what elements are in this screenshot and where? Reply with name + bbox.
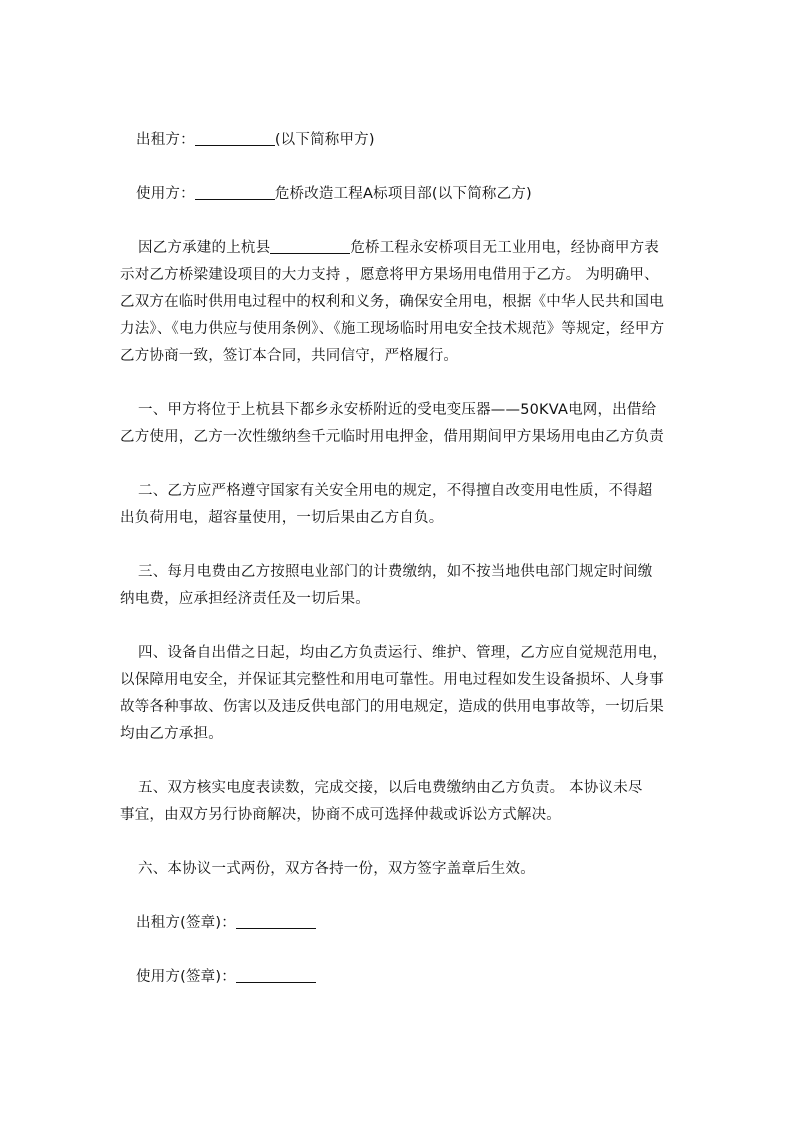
intro-line-1-pre: 因乙方承建的上杭县 [138,240,271,256]
user-name-blank [195,185,275,200]
user-line [136,184,532,204]
lessor-signature-line [136,913,316,933]
intro-line-3: 乙双方在临时供用电过程中的权利和义务，确保安全用电，根据《中华人民共和国电 [120,294,664,310]
clause-2-line-2: 出负荷用电，超容量使用，一切后果由乙方自负。 [120,510,444,526]
clause-4-line-1: 四、设备自出借之日起，均由乙方负责运行、维护、管理，乙方应自觉规范用电， [138,645,668,661]
intro-line-1 [138,238,659,258]
clause-2-line-1: 二、乙方应严格遵守国家有关安全用电的规定，不得擅自改变用电性质，不得超 [138,483,653,499]
intro-line-5: 乙方协商一致，签订本合同，共同信守，严格履行。 [120,348,459,364]
clause-4-line-2: 以保障用电安全，并保证其完整性和用电可靠性。用电过程如发生设备损坏、人身事 [120,672,664,688]
user-signature-blank [236,968,316,983]
clause-4-line-4: 均由乙方承担。 [120,726,223,742]
user-suffix: 危桥改造工程A标项目部(以下简称乙方) [274,186,532,202]
county-blank [270,239,350,254]
clause-3-line-1: 三、每月电费由乙方按照电业部门的计费缴纳，如不按当地供电部门规定时间缴 [138,564,653,580]
clause-3-line-2: 纳电费，应承担经济责任及一切后果。 [120,591,370,607]
lessor-name-blank [195,131,275,146]
clause-6-line-1: 六、本协议一式两份，双方各持一份，双方签字盖章后生效。 [138,861,535,877]
clause-1-line-1: 一、甲方将位于上杭县下都乡永安桥附近的受电变压器——50KVA电网，出借给 [138,402,657,418]
lessor-suffix: (以下简称甲方) [274,132,375,148]
intro-line-2: 示对乙方桥梁建设项目的大力支持 ，愿意将甲方果场用电借用于乙方。 为明确甲、 [120,267,659,283]
lessor-label: 出租方： [136,132,195,148]
intro-line-1-post: 危桥工程永安桥项目无工业用电，经协商甲方表 [350,240,660,256]
clause-4-line-3: 故等各种事故、伤害以及违反供电部门的用电规定，造成的供用电事故等，一切后果 [120,699,664,715]
user-label: 使用方： [136,186,195,202]
lessor-line [136,130,375,150]
clause-5-line-2: 事宜，由双方另行协商解决，协商不成可选择仲裁或诉讼方式解决。 [120,807,561,823]
clause-5-line-1: 五、双方核实电度表读数，完成交接，以后电费缴纳由乙方负责。 本协议未尽 [138,780,643,796]
user-signature-label: 使用方(签章)： [136,969,236,985]
lessor-signature-label: 出租方(签章)： [136,915,236,931]
clause-1-line-2: 乙方使用，乙方一次性缴纳叁千元临时用电押金，借用期间甲方果场用电由乙方负责 [120,429,664,445]
lessor-signature-blank [236,914,316,929]
user-signature-line [136,967,316,987]
intro-line-4: 力法》、《电力供应与使用条例》、《施工现场临时用电安全技术规范》等规定，经甲方 [120,321,665,337]
